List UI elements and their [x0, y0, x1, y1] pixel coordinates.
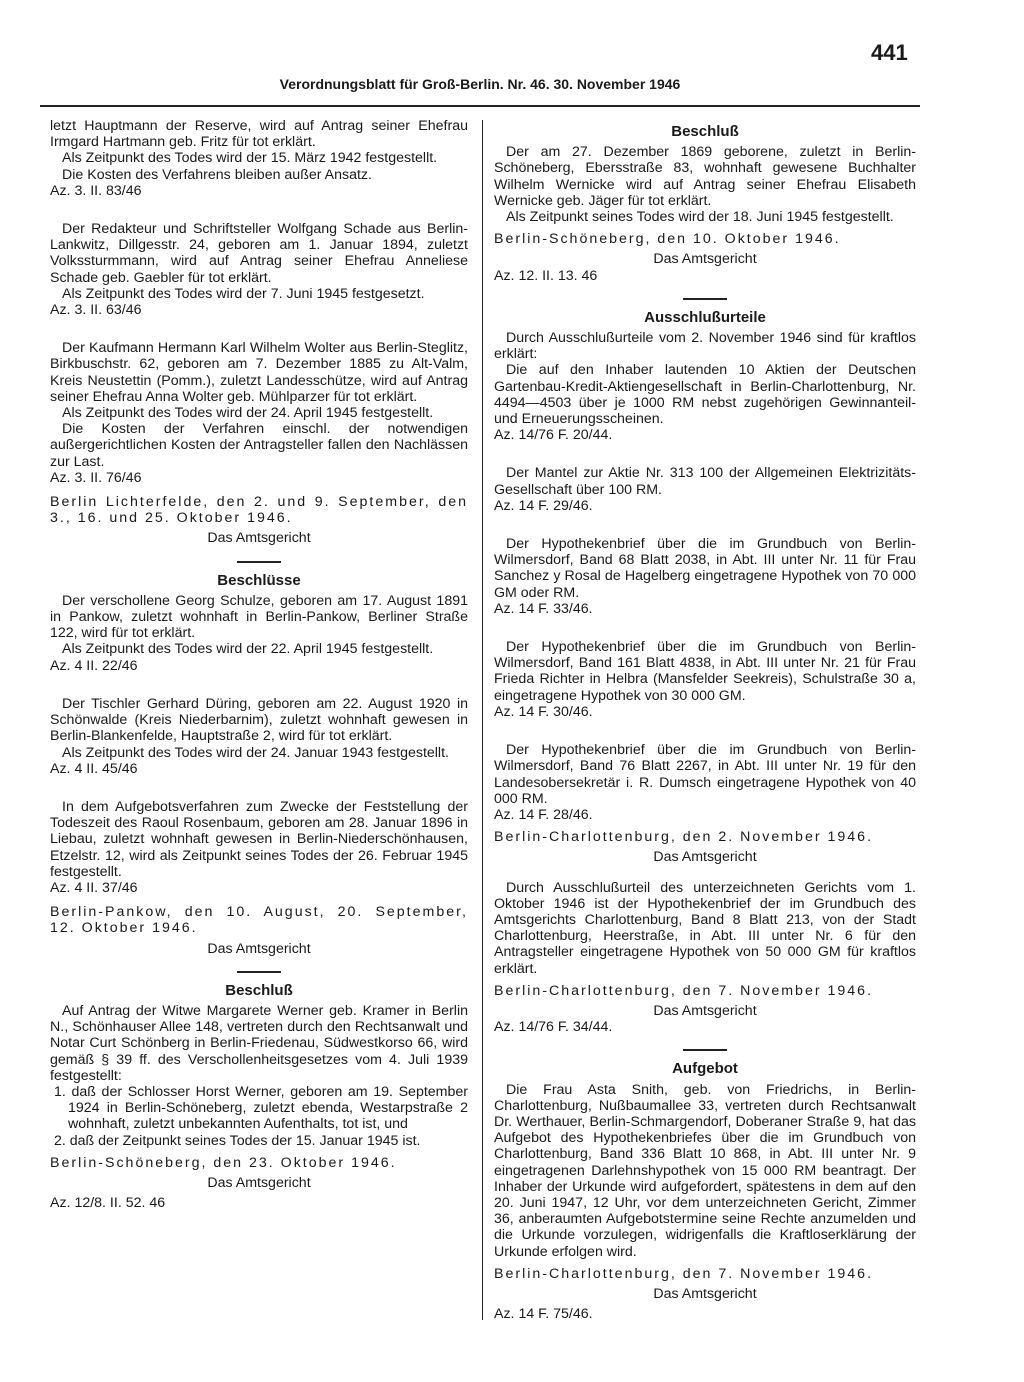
court-signature: Das Amtsgericht — [653, 251, 757, 268]
file-reference: Az. 14 F. 33/46. — [494, 600, 593, 617]
paragraph: Durch Ausschlußurteil des unterzeichneten Gerichts vom 1. Oktober 1946 ist der Hypothekenbrief der im Grundbuch des Amtsgerichts Charlottenburg, Band 8 Blatt 213, von der Stadt Charlottenburg, Heerstraße, in Abt. III unter Nr. 6 für den Antragsteller eingetragene Hypothek von 50 000 GM für kraftlos erklärt. — [494, 879, 916, 977]
section-divider — [683, 298, 727, 300]
section-heading: Beschluß — [225, 981, 293, 999]
paragraph: Als Zeitpunkt des Todes wird der 15. März 1942 festgestellt. — [62, 150, 438, 167]
file-reference: Az. 4 II. 37/46 — [50, 879, 138, 896]
list-item: 1. daß der Schlosser Horst Werner, geboren am 19. September 1924 in Berlin-Schöneberg, zuletzt ebenda, Westarpstraße 2 wohnhaft, zuletzt unbekannten Aufenthalts, tot ist, und — [54, 1083, 468, 1133]
court-signature: Das Amtsgericht — [653, 849, 757, 866]
file-reference: Az. 3. II. 76/46 — [50, 469, 142, 486]
paragraph: Die auf den Inhaber lautenden 10 Aktien der Deutschen Gartenbau-Kredit-Aktiengesellschaft in Berlin-Charlottenburg, Nr. 4494—4503 über je 1000 RM nebst zugehörigen Gewinnanteil- und Erneuerungsscheinen. — [494, 362, 916, 428]
paragraph: Der Hypothekenbrief über die im Grundbuch von Berlin-Wilmersdorf, Band 68 Blatt 2038, in Abt. III unter Nr. 11 für Frau Sanchez y Rosal de Hagelberg eingetragene Hypothek von 70 000 GM oder RM. — [494, 536, 916, 601]
paragraph: Als Zeitpunkt des Todes wird der 24. April 1945 festgestellt. — [62, 405, 434, 422]
left-column — [50, 118, 468, 1233]
court-signature: Das Amtsgericht — [207, 1174, 311, 1191]
place-date: Berlin-Charlottenburg, den 7. November 1946. — [494, 1265, 874, 1282]
file-reference: Az. 14 F. 30/46. — [494, 703, 593, 720]
paragraph: Der Redakteur und Schriftsteller Wolfgang Schade aus Berlin-Lankwitz, Dillgesstr. 24, geboren am 1. Januar 1894, zuletzt Volkssturmmann, wird auf Antrag seiner Ehefrau Anneliese Schade geb. Gaebler für tot erklärt. — [50, 221, 468, 286]
place-date: Berlin-Charlottenburg, den 7. November 1946. — [494, 982, 874, 999]
section-heading: Beschluß — [671, 123, 739, 140]
paragraph: Die Kosten des Verfahrens bleiben außer Ansatz. — [62, 166, 372, 183]
place-date: Berlin Lichterfelde, den 2. und 9. September, den 3., 16. und 25. Oktober 1946. — [50, 494, 468, 527]
paragraph: Auf Antrag der Witwe Margarete Werner geb. Kramer in Berlin N., Schönhauser Allee 148, vertreten durch den Rechtsanwalt und Notar Curt Schönberg in Berlin-Friedenau, Südwestkorso 66, wird gemäß § 39 ff. des Verschollenheitsgesetzes vom 4. Juli 1939 festgestellt: — [50, 1002, 468, 1084]
header-rule — [40, 105, 920, 107]
section-divider — [237, 561, 281, 563]
court-signature: Das Amtsgericht — [653, 1285, 757, 1302]
file-reference: Az. 14/76 F. 20/44. — [494, 427, 613, 444]
paragraph: Der Tischler Gerhard Düring, geboren am 22. August 1920 in Schönwalde (Kreis Niederbarnim), zuletzt wohnhaft gewesen in Berlin-Blankenfelde, Hauptstraße 2, wird für tot erklärt. — [50, 695, 468, 745]
paragraph: In dem Aufgebotsverfahren zum Zwecke der Feststellung der Todeszeit des Raoul Rosenbaum, geboren am 28. Januar 1896 in Liebau, zuletzt wohnhaft gewesen in Berlin-Niederschönhausen, Etzelstr. 12, wird als Zeitpunkt seines Todes der 26. Februar 1945 festgestellt. — [50, 798, 468, 880]
list-item: 2. daß der Zeitpunkt seines Todes der 15. Januar 1945 ist. — [54, 1132, 421, 1149]
file-reference: Az. 14 F. 29/46. — [494, 497, 593, 514]
paragraph: Als Zeitpunkt des Todes wird der 22. April 1945 festgestellt. — [62, 641, 434, 658]
file-reference: Az. 4 II. 22/46 — [50, 657, 138, 674]
paragraph: Der am 27. Dezember 1869 geborene, zuletzt in Berlin-Schöneberg, Ebersstraße 83, wohnhaft gewesene Buchhalter Wilhelm Wernicke wird auf Antrag seiner Ehefrau Elisabeth Wernicke geb. Jäger für tot erklärt. — [494, 144, 916, 209]
file-reference: Az. 12/8. II. 52. 46 — [50, 1195, 166, 1212]
section-heading: Ausschlußurteile — [644, 308, 766, 326]
paragraph: Als Zeitpunkt des Todes wird der 24. Januar 1943 festgestellt. — [62, 744, 449, 761]
file-reference: Az. 14 F. 75/46. — [494, 1306, 593, 1323]
paragraph: Durch Ausschlußurteile vom 2. November 1946 sind für kraftlos erklärt: — [494, 330, 916, 363]
paragraph: Der Hypothekenbrief über die im Grundbuch von Berlin-Wilmersdorf, Band 76 Blatt 2267, in Abt. III unter Nr. 19 für den Landesobersekretär i. R. Dumsch eingetragene Hypothek von 40 000 RM. — [494, 742, 916, 807]
section-heading: Aufgebot — [672, 1060, 738, 1078]
place-date: Berlin-Charlottenburg, den 2. November 1946. — [494, 829, 874, 846]
place-date: Berlin-Pankow, den 10. August, 20. September, 12. Oktober 1946. — [50, 904, 468, 937]
file-reference: Az. 14 F. 28/46. — [494, 806, 593, 823]
place-date: Berlin-Schöneberg, den 23. Oktober 1946. — [50, 1154, 397, 1171]
place-date: Berlin-Schöneberg, den 10. Oktober 1946. — [494, 231, 841, 248]
paragraph: Der Mantel zur Aktie Nr. 313 100 der Allgemeinen Elektrizitäts-Gesellschaft über 100 RM. — [494, 465, 916, 498]
file-reference: Az. 14/76 F. 34/44. — [494, 1019, 613, 1036]
right-column — [494, 118, 916, 1344]
page-header: Verordnungsblatt für Groß-Berlin. Nr. 46. 30. November 1946 — [279, 76, 681, 92]
file-reference: Az. 12. II. 13. 46 — [494, 267, 598, 284]
court-signature: Das Amtsgericht — [207, 940, 311, 957]
file-reference: Az. 3. II. 83/46 — [50, 182, 142, 199]
file-reference: Az. 4 II. 45/46 — [50, 760, 138, 777]
section-heading: Beschlüsse — [217, 571, 301, 589]
paragraph: Als Zeitpunkt des Todes wird der 7. Juni 1945 festgesetzt. — [62, 285, 425, 302]
paragraph: letzt Hauptmann der Reserve, wird auf Antrag seiner Ehefrau Irmgard Hartmann geb. Fritz für tot erklärt. — [50, 118, 468, 151]
paragraph: Als Zeitpunkt seines Todes wird der 18. Juni 1945 festgestellt. — [506, 209, 894, 226]
court-signature: Das Amtsgericht — [653, 1002, 757, 1019]
column-separator — [482, 120, 483, 1320]
paragraph: Der verschollene Georg Schulze, geboren am 17. August 1891 in Pankow, zuletzt wohnhaft in Berlin-Pankow, Berliner Straße 122, wird für tot erklärt. — [50, 592, 468, 642]
court-signature: Das Amtsgericht — [207, 530, 311, 547]
paragraph: Die Frau Asta Snith, geb. von Friedrichs, in Berlin-Charlottenburg, Nußbaumallee 33, vertreten durch Rechtsanwalt Dr. Werthauer, Berlin-Schmargendorf, Doberaner Straße 9, hat das Aufgebot des Hypothekenbriefes über die im Grundbuch von Charlottenburg, Band 336 Blatt 10 868, in Abt. III unter Nr. 9 eingetragenen Darlehnshypothek von 15 000 RM beantragt. Der Inhaber der Urkunde wird aufgefordert, spätestens in dem auf den 20. Juni 1947, 12 Uhr, vor dem unterzeichneten Gericht, Zimmer 36, anberaumten Aufgebotstermine seine Rechte anzumelden und die Urkunde vorzulegen, widrigenfalls die Kraftloserklärung der Urkunde erfolgen wird. — [494, 1081, 916, 1260]
page-number: 441 — [871, 40, 908, 65]
section-divider — [683, 1049, 727, 1051]
paragraph: Der Kaufmann Hermann Karl Wilhelm Wolter aus Berlin-Steglitz, Birkbuschstr. 62, geboren am 7. Dezember 1885 zu Alt-Valm, Kreis Neustettin (Pomm.), zuletzt Landesschütze, wird auf Antrag seiner Ehefrau Anna Wolter geb. Mühlparzer für tot erklärt. — [50, 340, 468, 405]
file-reference: Az. 3. II. 63/46 — [50, 302, 142, 319]
paragraph: Der Hypothekenbrief über die im Grundbuch von Berlin-Wilmersdorf, Band 161 Blatt 4838, in Abt. III unter Nr. 21 für Frau Frieda Richter in Helbra (Mansfelder Seekreis), Schulstraße 30 a, eingetragene Hypothek von 30 000 GM. — [494, 639, 916, 704]
paragraph: Die Kosten der Verfahren einschl. der notwendigen außergerichtlichen Kosten der Antragsteller fallen den Nachlässen zur Last. — [50, 421, 468, 470]
section-divider — [237, 971, 281, 973]
